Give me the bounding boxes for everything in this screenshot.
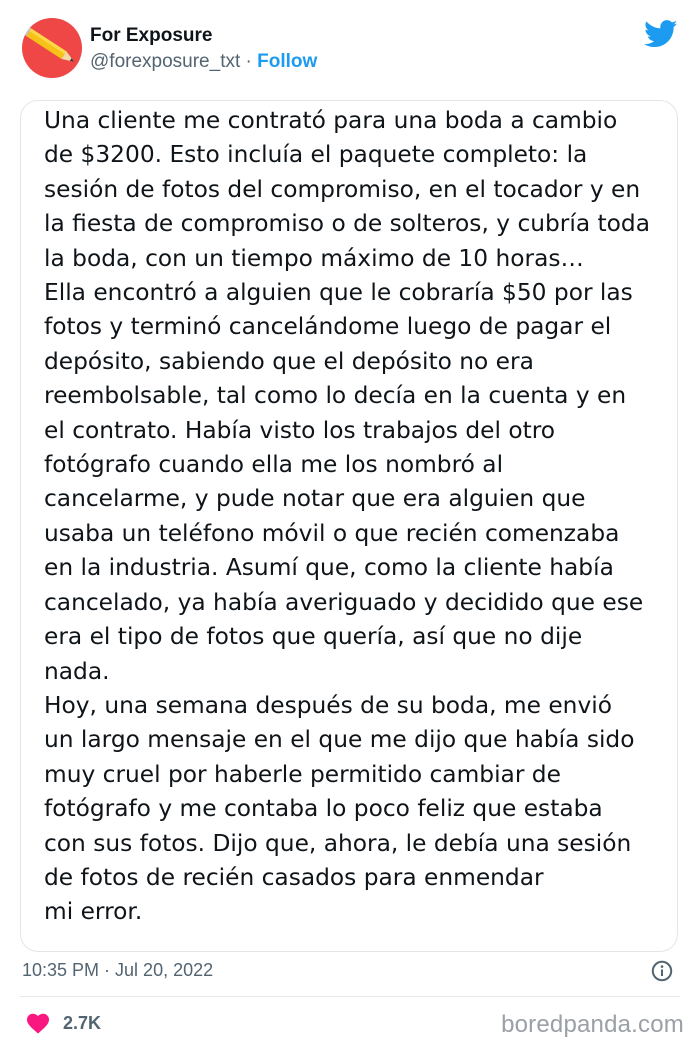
tweet-text-line: fotógrafo y me contaba lo poco feliz que estaba [44, 795, 603, 823]
tweet-text-line: el contrato. Había visto los trabajos del otro [44, 416, 556, 444]
tweet-text-line: la fiesta de compromiso o de solteros, y cubría toda [44, 210, 650, 238]
separator-dot: · [245, 51, 252, 72]
tweet-text-line: usaba un teléfono móvil o que recién comenzaba [44, 519, 620, 547]
author-name[interactable]: For Exposure [90, 25, 213, 46]
tweet-text-line: reembolsable, tal como lo decía en la cuenta y en [44, 382, 627, 410]
tweet-text-line: muy cruel por haberle permitido cambiar de [44, 760, 561, 788]
tweet-text-line: cancelarme, y pude notar que era alguien que [44, 485, 586, 513]
tweet-text-line: nada. [44, 657, 110, 685]
follow-button[interactable]: Follow [257, 51, 318, 72]
divider [20, 996, 680, 997]
author-handle[interactable]: @forexposure_txt [90, 51, 241, 72]
avatar[interactable] [22, 18, 82, 78]
tweet-text-line: en la industria. Asumí que, como la cliente había [44, 554, 614, 582]
tweet-header [0, 0, 700, 100]
tweet-text [44, 104, 684, 930]
tweet-text-line: depósito, sabiendo que el depósito no era [44, 347, 534, 375]
tweet-text-line: cancelado, ya había averiguado y decidido que ese [44, 588, 644, 616]
tweet-text-line: con sus fotos. Dijo que, ahora, le debía una sesión [44, 829, 632, 857]
tweet-text-line: Ella encontró a alguien que le cobraría $50 por las [44, 279, 633, 307]
twitter-bird-icon[interactable] [644, 20, 678, 48]
tweet-text-line: fotos y terminó cancelándome luego de pagar el [44, 313, 612, 341]
tweet-text-line: de fotos de recién casados para enmendar [44, 863, 544, 891]
tweet-text-line: de $3200. Esto incluía el paquete completo: la [44, 141, 588, 169]
author-line [90, 50, 317, 74]
tweet-text-line: Una cliente me contrató para una boda a cambio [44, 107, 618, 134]
tweet-text-line: era el tipo de fotos que quería, así que no dije [44, 623, 583, 651]
tweet-text-line: sesión de fotos del compromiso, en el tocador y en [44, 175, 641, 203]
tweet-timestamp[interactable]: 10:35 PM · Jul 20, 2022 [22, 960, 214, 980]
tweet-text-line: la boda, con un tiempo máximo de 10 horas… [44, 244, 584, 272]
watermark: boredpanda.com [501, 1011, 684, 1038]
tweet-text-line: fotógrafo cuando ella me los nombró al [44, 451, 504, 479]
heart-icon[interactable] [26, 1012, 50, 1034]
info-icon[interactable] [651, 960, 673, 982]
like-count[interactable]: 2.7K [63, 1013, 102, 1033]
tweet-text-line: Hoy, una semana después de su boda, me envió [44, 691, 612, 719]
pencil-icon [22, 18, 82, 78]
tweet-text-line: mi error. [44, 898, 143, 926]
tweet-text-line: un largo mensaje en el que me dijo que había sido [44, 726, 635, 754]
